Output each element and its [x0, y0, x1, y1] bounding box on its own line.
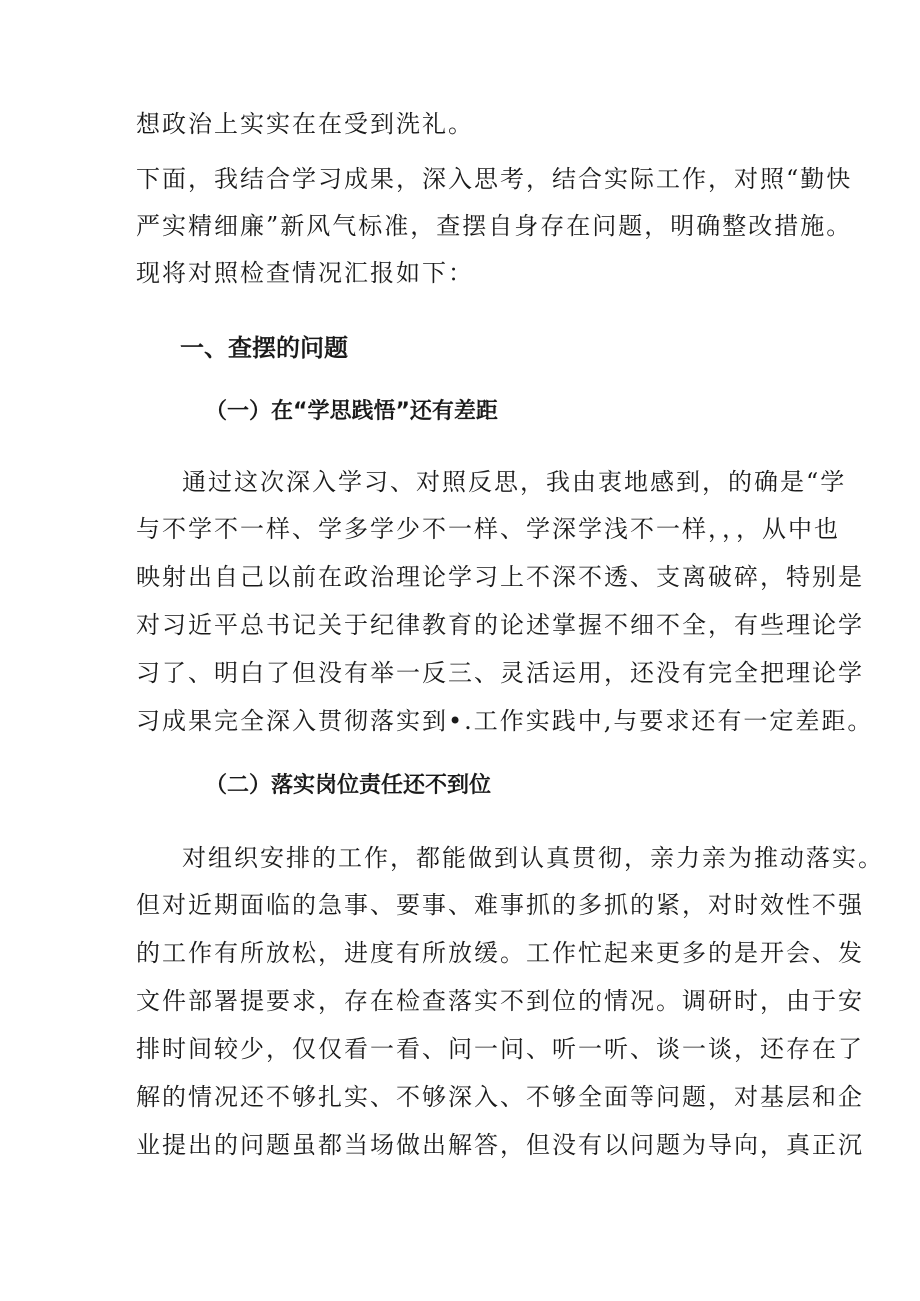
subsection-2-title: （二）落实岗位责任还不到位: [205, 773, 492, 798]
subsection-1-title: （一）在“学思践悟”还有差距: [205, 399, 498, 424]
sub2-line-7: 业提出的问题虽都当场做出解答，但没有以问题为导向，真正沉: [136, 1131, 864, 1159]
sub2-line-3: 的工作有所放松，进度有所放缓。工作忙起来更多的是开会、发: [136, 939, 864, 967]
sub1-line-4: 对习近平总书记关于纪律教育的论述掌握不细不全，有些理论学: [136, 611, 864, 639]
sub1-line-6: 习成果完全深入贯彻落实到•.工作实践中,与要求还有一定差距。: [136, 707, 874, 735]
sub2-line-6: 解的情况还不够扎实、不够深入、不够全面等问题，对基层和企: [136, 1083, 864, 1111]
sub2-line-1: 对组织安排的工作，都能做到认真贯彻，亲力亲为推动落实。: [182, 844, 884, 872]
sub1-line-3: 映射出自己以前在政治理论学习上不深不透、支离破碎，特别是: [136, 563, 864, 591]
intro-tail-line: 想政治上实实在在受到洗礼。: [136, 110, 474, 138]
sub1-line-2: 与不学不一样、学多学少不一样、学深学浅不一样，，，从中也: [136, 515, 840, 543]
intro-line-3: 现将对照检查情况汇报如下：: [136, 259, 474, 287]
sub1-line-1: 通过这次深入学习、对照反思，我由衷地感到，的确是“学: [182, 468, 847, 496]
sub2-line-5: 排时间较少，仅仅看一看、问一问、听一听、谈一谈，还存在了: [136, 1035, 864, 1063]
section-1-title: 一、查摆的问题: [180, 334, 348, 362]
sub1-line-5: 习了、明白了但没有举一反三、灵活运用，还没有完全把理论学: [136, 659, 864, 687]
sub2-line-4: 文件部署提要求，存在检查落实不到位的情况。调研时，由于安: [136, 987, 864, 1015]
sub2-line-2: 但对近期面临的急事、要事、难事抓的多抓的紧，对时效性不强: [136, 891, 864, 919]
intro-line-2: 严实精细廉”新风气标准，查摆自身存在问题，明确整改措施。: [136, 212, 853, 240]
intro-line-1: 下面，我结合学习成果，深入思考，结合实际工作，对照“勤快: [136, 165, 853, 193]
